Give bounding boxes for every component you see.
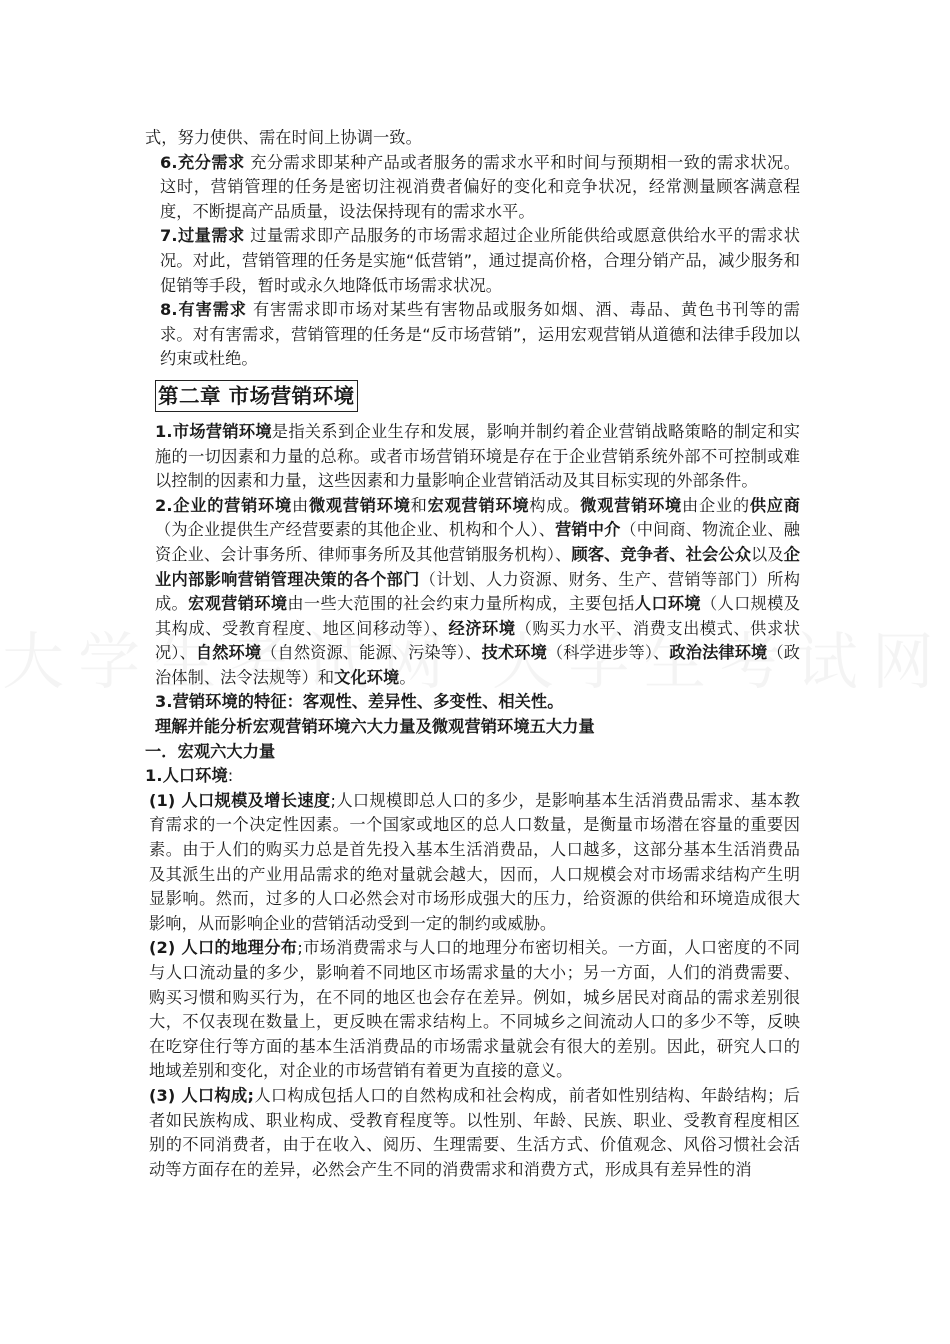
population-heading [145,764,800,789]
section-1-term: 1.市场营销环境 [155,421,272,441]
text: 以及 [751,544,784,564]
point-heading: (3) 人口构成; [149,1085,255,1105]
point-heading: (2) 人口的地理分布 [149,938,298,958]
item-heading: 8.有害需求 [160,300,247,320]
text: 构成。 [529,495,581,515]
intro-line: 式，努力使供、需在时间上协调一致。 [145,128,422,147]
point-body: 人口构成包括人口的自然构成和社会构成，前者如性别结构、年龄结构；后者如民族构成、职业构成、受教育程度等。以性别、年龄、民族、职业、受教育程度相区别的不同消费者，由于在收入、阅历、生理需要、生活方式、价值观念、风俗习惯社会活动等方面存在的差异，必然会产生不同的消费需求和消费方式，形成具有差异性的消 [149,1085,800,1179]
term: 企业内部影响营销管理决策的各个部门 [155,544,801,589]
section-1-body: 是指关系到企业生存和发展，影响并制约着企业营销战略策略的制定和实施的一切因素和力量的总称。或者市场营销环境是存在于企业营销系统外部不可控制或难以控制的因素和力量，这些因素和力量影响企业营销活动及其目标实现的外部条件。 [155,421,800,491]
term: 文化环境 [334,667,400,687]
demand-item-6 [145,151,800,225]
text: （购买力水平、消费支出模式、供求状况）、 [155,618,800,663]
item-heading: 7.过量需求 [160,226,245,246]
text: （为企业提供生产经营要素的其他企业、机构和个人）、 [155,520,556,540]
term: 技术环境 [481,643,547,663]
demand-item-7 [145,224,800,298]
document-page [145,126,800,1182]
population-point-1 [145,789,800,937]
text: （计划、人力资源、财务、生产、营销等部门）所构成。 [155,569,800,614]
population-heading-text: 1.人口环境 [145,766,228,786]
text: 由一些大范围的社会约束力量所构成，主要包括 [287,594,635,614]
item-heading: 6.充分需求 [160,152,245,172]
term: 供应商 [749,495,801,515]
population-point-3 [145,1084,800,1182]
point-body: ;市场消费需求与人口的地理分布密切相关。一方面，人口密度的不同与人口流动量的多少，影响着不同地区市场需求量的大小；另一方面，人们的消费需要、购买习惯和购买行为，在不同的地区也会存在差异。例如，城乡居民对商品的需求差别很大，不仅表现在数量上，更反映在需求结构上。不同城乡之间流动人口的多少不等，反映在吃穿住行等方面的基本生活消费品的市场需求量就会有很大的差别。因此，研究人口的地域差别和变化，对企业的市场营销有着更为直接的意义。 [149,938,801,1081]
text: （政治体制、法令法规等）和 [155,643,800,687]
macro-forces-heading: 一．宏观六大力量 [145,741,276,761]
term: 微观营销环境 [308,495,411,515]
term: 自然环境 [195,643,262,663]
text: （人口规模及其构成、受教育程度、地区间移动等）、 [155,594,800,638]
point-heading: (1) 人口规模及增长速度 [149,790,331,810]
term: 营销中介 [555,520,621,540]
term: 宏观营销环境 [188,594,288,614]
population-point-2 [145,936,800,1084]
term: 经济环境 [448,618,516,638]
point-body: ;人口规模即总人口的多少，是影响基本生活消费品需求、基本教育需求的一个决定性因素。一个国家或地区的总人口数量，是衡量市场潜在容量的重要因素。由于人们的购买力总是首先投入基本生活消费品，人口越多，这部分基本生活消费品及其派生出的产业用品需求的绝对量就会越大，因而，人口规模会对市场需求结构产生明显影响。然而，过多的人口必然会对市场形成强大的压力，给资源的供给和环境造成很大影响，从而影响企业的营销活动受到一定的制约或威胁。 [149,790,800,933]
term: 2.企业的营销环境 [155,495,292,515]
item-body: 充分需求即某种产品或者服务的需求水平和时间与预期相一致的需求状况。这时，营销管理的任务是密切注视消费者偏好的变化和竞争状况，经常测量顾客满意程度，不断提高产品质量，设法保持现有的需求水平。 [160,152,800,221]
term: 微观营销环境 [580,495,682,515]
colon: : [227,766,234,786]
item-body: 有害需求即市场对某些有害物品或服务如烟、酒、毒品、黄色书刊等的需求。对有害需求，营销管理的任务是“反市场营销”，运用宏观营销从道德和法律手段加以约束或杜绝。 [160,300,801,369]
section-2 [145,494,800,691]
text: （自然资源、能源、污染等）、 [261,643,482,663]
text: 和 [410,495,428,515]
term: 顾客、竞争者、社会公众 [571,544,752,564]
term: 政治法律环境 [669,643,768,663]
section-1 [145,420,800,494]
text: 。 [399,667,416,687]
chapter-title: 第二章 市场营销环境 [155,380,358,412]
text: 由 [291,495,309,515]
term: 宏观营销环境 [427,495,530,515]
item-body: 过量需求即产品服务的市场需求超过企业所能供给或愿意供给水平的需求状况。对此，营销管理的任务是实施“低营销”，通过提高价格，合理分销产品，减少服务和促销等手段，暂时或永久地降低市场需求状况。 [160,226,800,295]
understand-heading: 理解并能分析宏观营销环境六大力量及微观营销环境五大力量 [155,717,595,737]
text: （中间商、物流企业、融资企业、会计事务所、律师事务所及其他营销服务机构）、 [155,520,800,564]
section-3: 3.营销环境的特征：客观性、差异性、多变性、相关性。 [155,692,564,712]
text: （科学进步等）、 [546,643,670,663]
term: 人口环境 [634,594,701,614]
chapter-heading-wrap [155,380,800,412]
demand-item-8 [145,298,800,372]
text: 由企业的 [681,495,750,515]
